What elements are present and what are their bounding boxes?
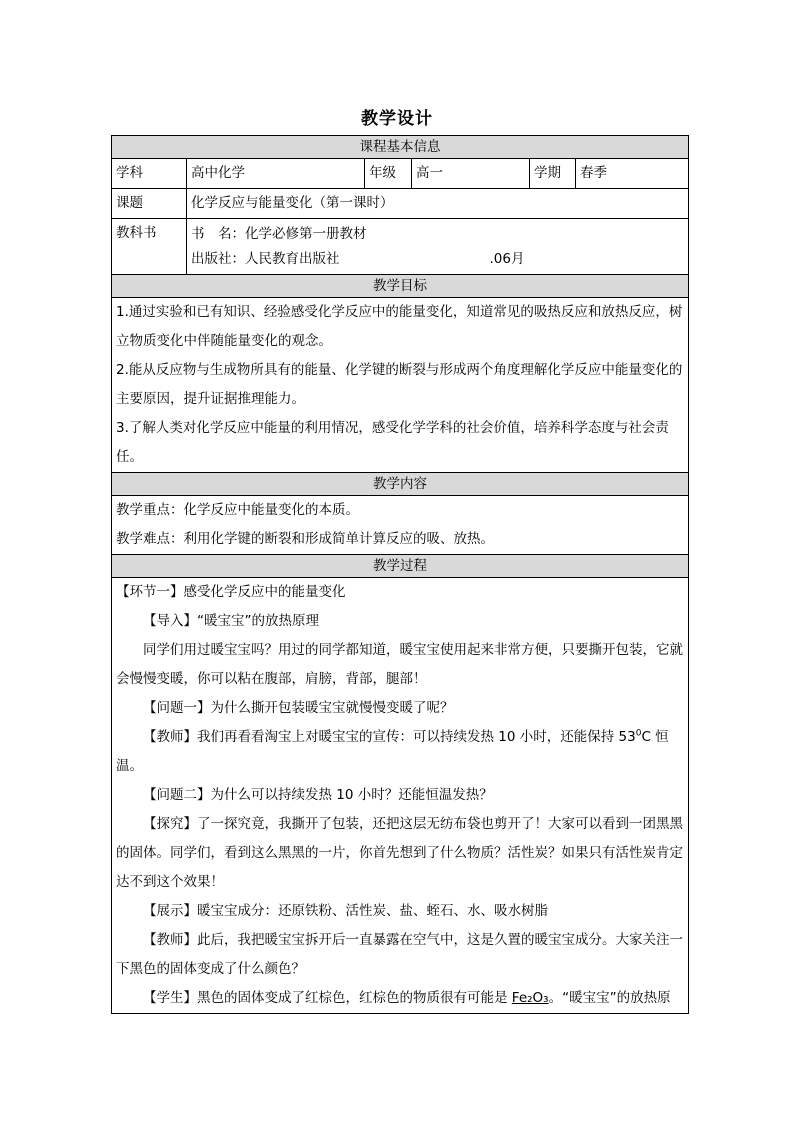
superscript: 0	[635, 728, 642, 739]
section-process: 教学过程	[112, 555, 689, 578]
goal-item: 1.通过实验和已有知识、经验感受化学反应中的能量变化，知道常见的吸热反应和放热反应，树立物质变化中伴随能量变化的观念。	[116, 304, 683, 349]
publisher-line	[191, 247, 684, 272]
explore-paragraph: 【探究】了一探究竟，我撕开了包装，还把这层无纺布袋也剪开了！大家可以看到一团黑黑的固体。同学们，看到这么黑黑的一片，你首先想到了什么物质？活性炭？如果只有活性炭肯定达不到这个效果！	[116, 816, 683, 890]
grade-label: 年级	[365, 159, 412, 189]
goal-item: 2.能从反应物与生成物所具有的能量、化学键的断裂与形成两个角度理解化学反应中能量变化的主要原因，提升证据推理能力。	[116, 362, 683, 407]
book-name: 书 名：化学必修第一册教材	[191, 226, 367, 242]
publisher: 出版社：人民教育出版社	[191, 251, 340, 267]
textbook-label: 教科书	[112, 219, 187, 275]
document-title: 教学设计	[361, 109, 433, 129]
subject-value: 高中化学	[187, 159, 365, 189]
student-paragraph: 【学生】黑色的固体变成了红棕色，红棕色的物质很有可能是 Fe₂O₃。“暖宝宝”的放热原	[143, 990, 671, 1006]
teacher-paragraph: 【教师】此后，我把暖宝宝拆开后一直暴露在空气中，这是久置的暖宝宝成分。大家关注一下黑色的固体变成了什么颜色？	[116, 932, 683, 977]
topic-value: 化学反应与能量变化（第一课时）	[187, 189, 689, 219]
lesson-plan-table	[111, 135, 689, 1014]
term-label: 学期	[530, 159, 576, 189]
goal-item: 3.了解人类对化学反应中能量的利用情况，感受化学学科的社会价值，培养科学态度与社会责任。	[116, 420, 669, 465]
section-basic-info: 课程基本信息	[112, 136, 689, 159]
textbook-info	[187, 219, 689, 275]
question-two: 【问题二】为什么可以持续发热 10 小时？还能恒温发热？	[143, 787, 493, 803]
content-cell	[112, 496, 689, 555]
edition: .06月	[489, 251, 525, 267]
difficulty: 教学难点：利用化学键的断裂和形成简单计算反应的吸、放热。	[116, 531, 494, 547]
process-cell	[112, 578, 689, 1014]
section-goals: 教学目标	[112, 275, 689, 298]
term-value: 春季	[576, 159, 689, 189]
subject-label: 学科	[112, 159, 187, 189]
step-heading: 【环节一】感受化学反应中的能量变化	[116, 584, 346, 600]
goals-cell	[112, 298, 689, 473]
process-paragraph: 同学们用过暖宝宝吗？用过的同学都知道，暖宝宝使用起来非常方便，只要撕开包装，它就会慢慢变暖，你可以粘在腹部，肩膀，背部，腿部！	[116, 642, 683, 687]
section-content: 教学内容	[112, 473, 689, 496]
question-one: 【问题一】为什么撕开包装暖宝宝就慢慢变暖了呢？	[143, 700, 454, 716]
topic-label: 课题	[112, 189, 187, 219]
show-paragraph: 【展示】暖宝宝成分：还原铁粉、活性炭、盐、蛭石、水、吸水树脂	[143, 903, 548, 919]
intro-heading: 【导入】“暖宝宝”的放热原理	[143, 613, 319, 629]
teacher-paragraph: 【教师】我们再看看淘宝上对暖宝宝的宣传：可以持续发热 10 小时，还能保持 $53^0C$ 恒温。	[116, 728, 669, 774]
chemical-formula: Fe₂O₃	[511, 990, 549, 1006]
key-point: 教学重点：化学反应中能量变化的本质。	[116, 502, 359, 518]
grade-value: 高一	[412, 159, 530, 189]
